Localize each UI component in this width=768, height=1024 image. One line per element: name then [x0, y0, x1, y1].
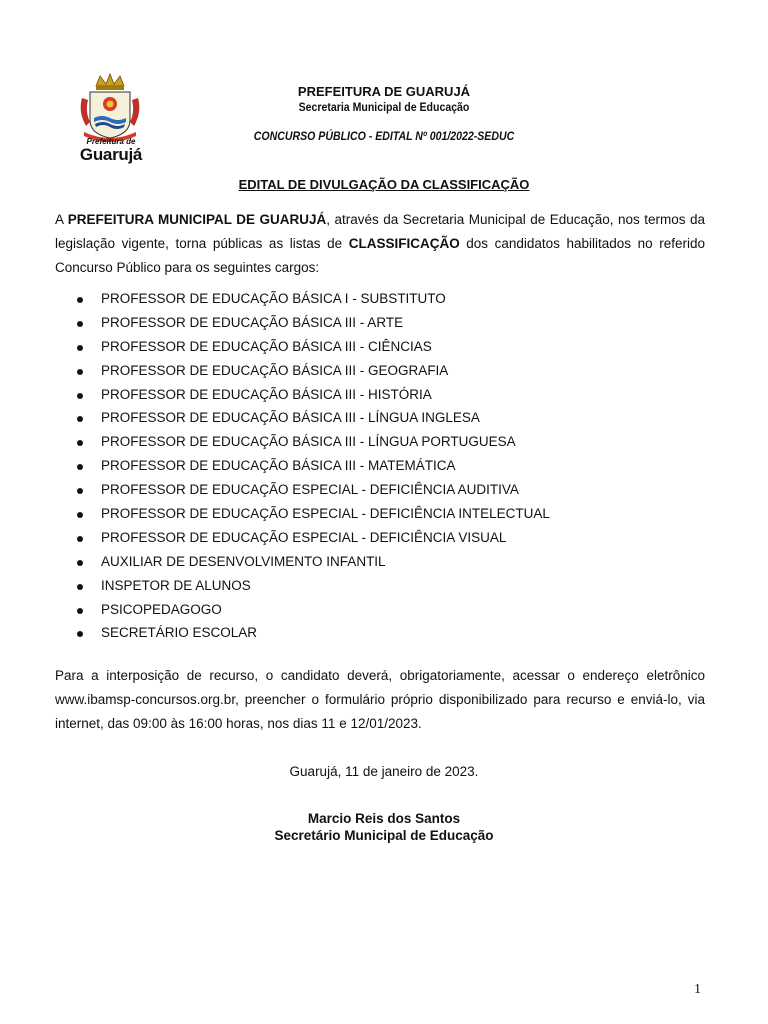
bullet-icon [77, 297, 83, 303]
list-item [55, 621, 550, 645]
bullet-icon [77, 416, 83, 422]
bullet-icon [77, 536, 83, 542]
intro-text-1: A [55, 212, 68, 227]
intro-bold-2: CLASSIFICAÇÃO [348, 236, 460, 251]
bullet-icon [77, 369, 83, 375]
bullet-icon [77, 512, 83, 518]
bullet-icon [77, 631, 83, 637]
list-item [55, 430, 550, 454]
list-item [55, 359, 550, 383]
position-label: PROFESSOR DE EDUCAÇÃO ESPECIAL - DEFICIÊNCIA AUDITIVA [101, 482, 519, 498]
intro-paragraph [55, 208, 705, 280]
position-label: SECRETÁRIO ESCOLAR [101, 625, 258, 641]
list-item [55, 335, 550, 359]
bullet-icon [77, 345, 83, 351]
logo-big-text: Guarujá [79, 145, 143, 164]
list-item [55, 574, 550, 598]
list-item [55, 406, 550, 430]
intro-text-3: dos candidatos habilitados no referido Concurso Público para os seguintes cargos: [55, 236, 705, 275]
list-item [55, 383, 550, 407]
position-label: PROFESSOR DE EDUCAÇÃO BÁSICA III - GEOGRAFIA [101, 362, 449, 378]
bullet-icon [77, 608, 83, 614]
position-label: PROFESSOR DE EDUCAÇÃO BÁSICA III - CIÊNCIAS [101, 338, 432, 354]
list-item [55, 598, 550, 622]
bullet-icon [77, 488, 83, 494]
list-item [55, 454, 550, 478]
municipality-heading: PREFEITURA DE GUARUJÁ [297, 84, 471, 99]
position-label: PROFESSOR DE EDUCAÇÃO BÁSICA III - LÍNGUA PORTUGUESA [101, 434, 516, 450]
list-item [55, 550, 550, 574]
appeal-paragraph: Para a interposição de recurso, o candidato deverá, obrigatoriamente, acessar o endereço eletrônico www.ibamsp-concursos.org.br, preencher o formulário próprio disponibilizado para recurso e enviá-lo, via internet, das 09:00 às 16:00 horas, nos dias 11 e 12/01/2023. [55, 668, 705, 731]
position-label: PROFESSOR DE EDUCAÇÃO BÁSICA III - LÍNGUA INGLESA [101, 410, 480, 426]
position-label: PROFESSOR DE EDUCAÇÃO BÁSICA III - HISTÓRIA [101, 386, 432, 402]
positions-list [55, 287, 550, 645]
signatory-name: Marcio Reis dos Santos [307, 811, 461, 826]
position-label: AUXILIAR DE DESENVOLVIMENTO INFANTIL [101, 553, 386, 569]
position-label: PROFESSOR DE EDUCAÇÃO BÁSICA III - ARTE [101, 314, 404, 330]
intro-text-2: , através da Secretaria Municipal de Educação, nos termos da legislação vigente, torna públicas as listas de [55, 212, 706, 251]
signatory-role: Secretário Municipal de Educação [274, 828, 494, 843]
bullet-icon [77, 560, 83, 566]
page-number: 1 [694, 982, 701, 997]
position-label: INSPETOR DE ALUNOS [101, 577, 251, 593]
logo-small-text: Prefeitura de [86, 137, 136, 146]
list-item [55, 478, 550, 502]
list-item [55, 526, 550, 550]
document-date: Guarujá, 11 de janeiro de 2023. [289, 764, 479, 779]
bullet-icon [77, 464, 83, 470]
position-label: PROFESSOR DE EDUCAÇÃO ESPECIAL - DEFICIÊNCIA VISUAL [101, 529, 507, 545]
position-label: PROFESSOR DE EDUCAÇÃO BÁSICA III - MATEMÁTICA [101, 458, 456, 474]
bullet-icon [77, 440, 83, 446]
bullet-icon [77, 393, 83, 399]
bullet-icon [77, 584, 83, 590]
position-label: PSICOPEDAGOGO [101, 601, 222, 617]
document-title: EDITAL DE DIVULGAÇÃO DA CLASSIFICAÇÃO [238, 177, 530, 192]
list-item [55, 502, 550, 526]
list-item [55, 287, 550, 311]
bullet-icon [77, 321, 83, 327]
list-item [55, 311, 550, 335]
intro-bold-1: PREFEITURA MUNICIPAL DE GUARUJÁ [67, 212, 327, 227]
department-heading: Secretaria Municipal de Educação [298, 100, 470, 114]
position-label: PROFESSOR DE EDUCAÇÃO ESPECIAL - DEFICIÊNCIA INTELECTUAL [101, 506, 550, 522]
position-label: PROFESSOR DE EDUCAÇÃO BÁSICA I - SUBSTITUTO [101, 291, 446, 306]
edital-reference: CONCURSO PÚBLICO - EDITAL Nº 001/2022-SEDUC [253, 129, 515, 143]
